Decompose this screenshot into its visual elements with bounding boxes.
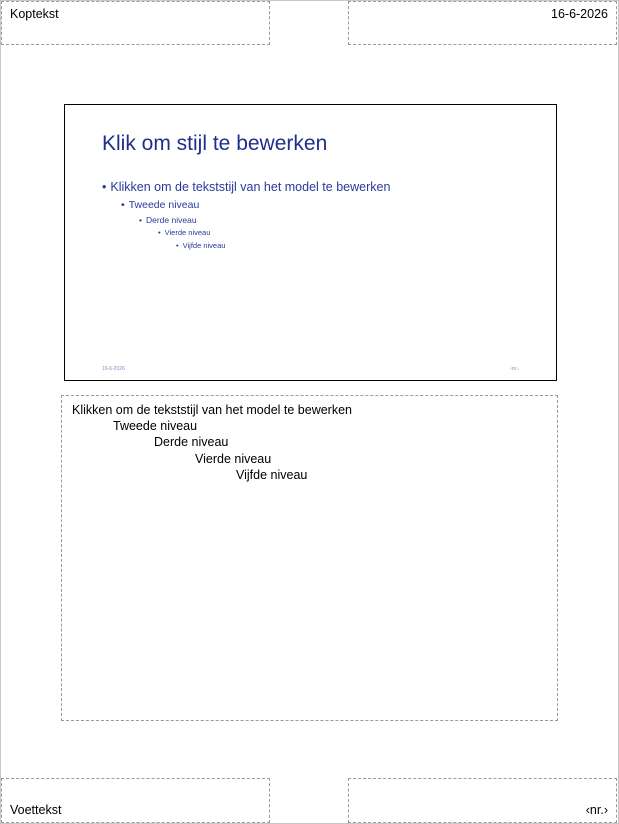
- slide-number: ‹nr.›: [510, 366, 519, 372]
- slide-level-2: • Tweede niveau: [121, 199, 200, 211]
- bullet-icon: •: [139, 215, 142, 225]
- slide-image-placeholder[interactable]: [64, 104, 557, 381]
- header-text: Koptekst: [10, 7, 59, 21]
- notes-level-4: Vierde niveau: [195, 452, 272, 466]
- slide-level-1: • Klikken om de tekststijl van het model te bewerken: [102, 180, 391, 194]
- notes-level-3: Derde niveau: [154, 435, 229, 449]
- footer-text: Voettekst: [10, 803, 62, 817]
- slide-number-placeholder[interactable]: [348, 778, 617, 823]
- slide-level-3: • Derde niveau: [139, 215, 197, 225]
- bullet-icon: •: [158, 228, 161, 237]
- bullet-icon: •: [176, 241, 179, 250]
- notes-level-5: Vijfde niveau: [236, 468, 308, 482]
- date-text: 16-6-2026: [551, 7, 608, 21]
- bullet-icon: •: [102, 180, 107, 194]
- slide-date: 16-6-2026: [102, 366, 125, 372]
- header-placeholder[interactable]: [1, 1, 270, 45]
- footer-placeholder[interactable]: [1, 778, 270, 823]
- notes-level-1: Klikken om de tekststijl van het model te bewerken: [72, 403, 352, 417]
- notes-level-2: Tweede niveau: [113, 419, 198, 433]
- notes-placeholder[interactable]: [61, 395, 558, 721]
- date-placeholder[interactable]: [348, 1, 617, 45]
- slide-title: Klik om stijl te bewerken: [102, 132, 328, 155]
- bullet-icon: •: [121, 199, 125, 211]
- slide-level-4: • Vierde niveau: [158, 228, 211, 237]
- slide-level-5: • Vijfde niveau: [176, 241, 226, 250]
- page-number-text: ‹nr.›: [585, 803, 608, 817]
